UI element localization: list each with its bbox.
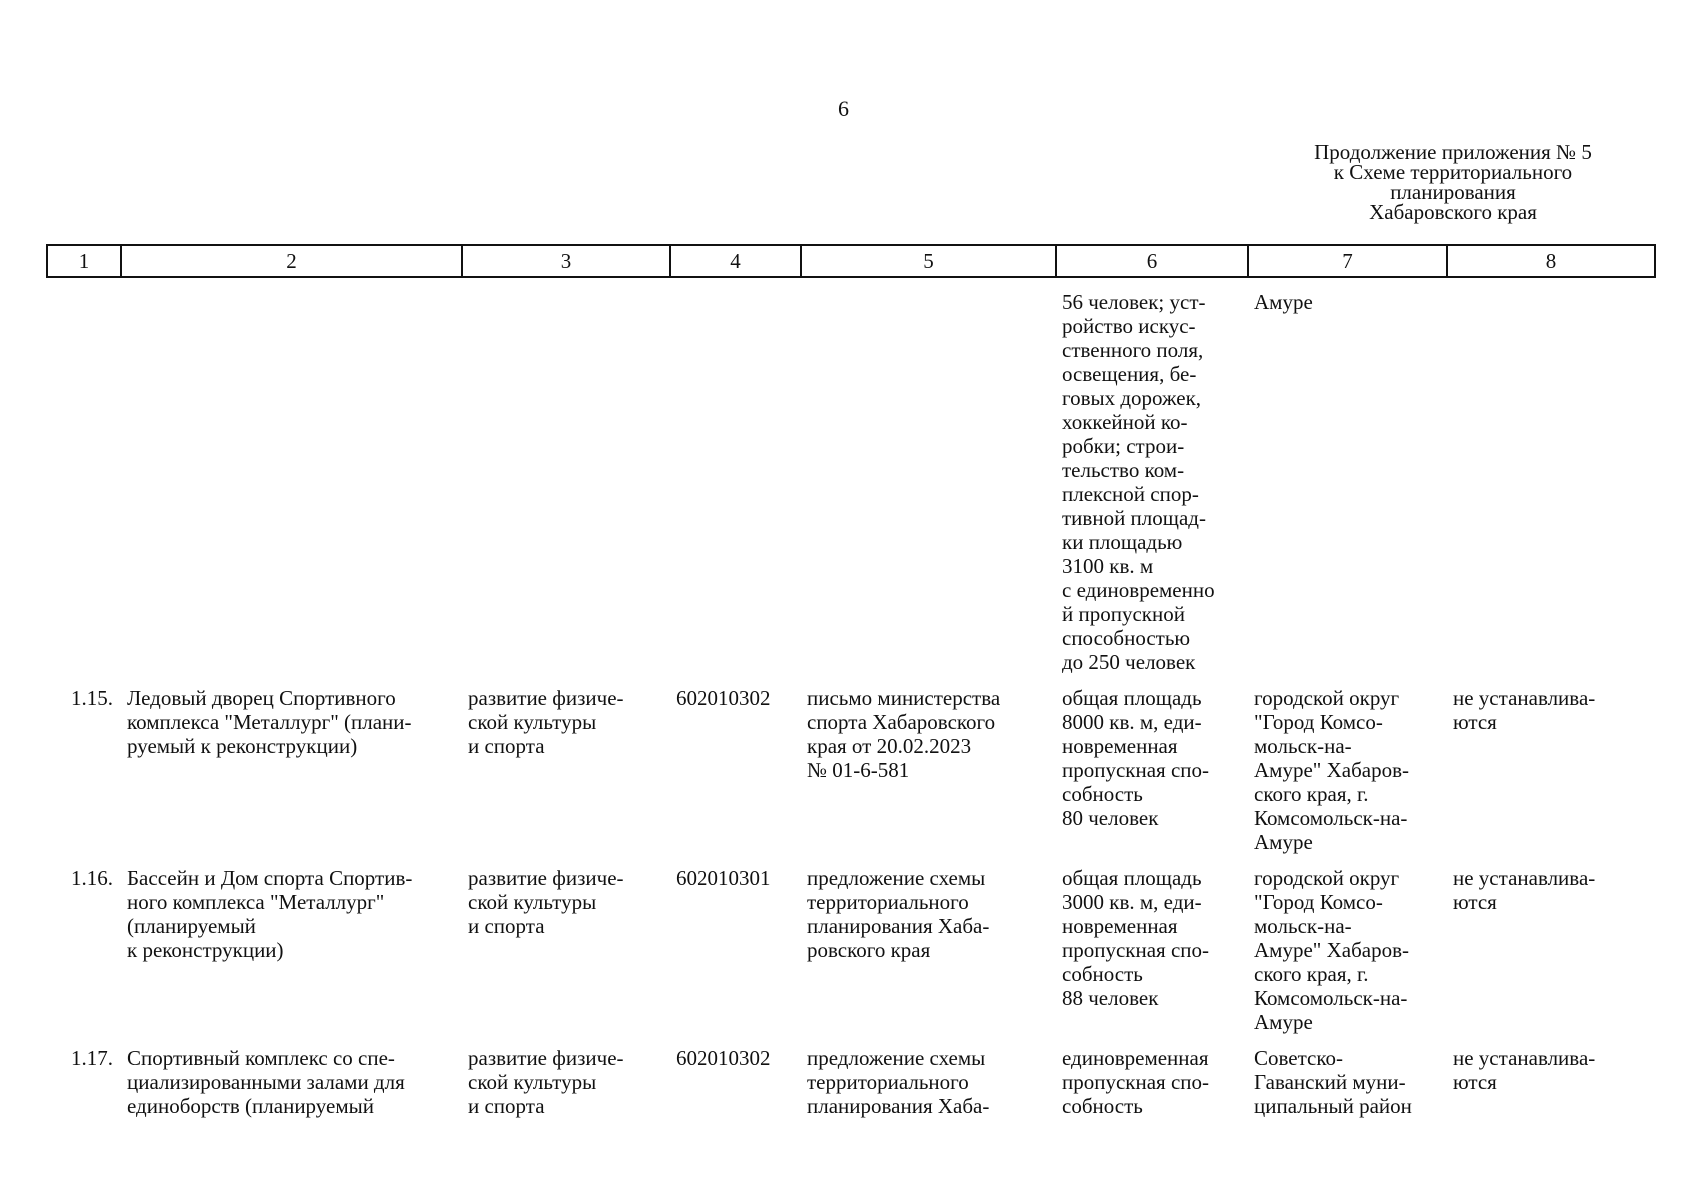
table-row-continuation [47, 290, 1655, 674]
cell-location: городской округ "Город Комсо- мольск-на- Амуре" Хабаров- ского края, г. Комсомольск-на- Амуре [1254, 866, 1409, 1034]
cell-location: Амуре [1254, 290, 1313, 314]
cell-characteristics: общая площадь 8000 кв. м, еди- новременная пропускная спо- собность 80 человек [1062, 686, 1210, 830]
appendix-line-2: к Схеме территориального [1333, 160, 1573, 184]
cell-location: городской округ "Город Комсо- мольск-на- Амуре" Хабаров- ского края, г. Комсомольск-на- Амуре [1254, 686, 1409, 854]
table-row [47, 686, 1655, 854]
header-col-6: 6 [1056, 245, 1248, 277]
header-col-5: 5 [801, 245, 1056, 277]
header-col-4: 4 [670, 245, 801, 277]
cell-purpose [462, 290, 670, 674]
page-number: 6 [838, 96, 849, 121]
table-row [47, 1046, 1655, 1118]
cell-purpose: развитие физиче- ской культуры и спорта [468, 1046, 624, 1118]
cell-object-name [121, 290, 462, 674]
appendix-line-3: планирования [1390, 180, 1516, 204]
cell-code: 602010302 [676, 1046, 771, 1070]
appendix-line-1: Продолжение приложения № 5 [1314, 140, 1592, 164]
appendix-heading [1258, 142, 1648, 222]
cell-location: Советско- Гаванский муни- ципальный район [1254, 1046, 1412, 1118]
cell-number: 1.16. [71, 866, 113, 890]
header-col-2: 2 [121, 245, 462, 277]
cell-characteristics: 56 человек; уст- ройство искус- ственного поля, освещения, бе- говых дорожек, хоккейной ко- робки; строи- тельство ком- плексной спор- тивной площад- ки площадью 3100 кв. м с единовременно й пропускной способностью до 250 человек [1062, 290, 1215, 674]
cell-object-name: Спортивный комплекс со спе- циализированными залами для единоборств (планируемый [127, 1046, 405, 1118]
cell-purpose: развитие физиче- ской культуры и спорта [468, 686, 624, 758]
header-col-1: 1 [47, 245, 121, 277]
objects-table [46, 244, 1656, 1118]
cell-zone: не устанавлива- ются [1453, 1046, 1596, 1094]
cell-number [47, 290, 121, 674]
cell-purpose: развитие физиче- ской культуры и спорта [468, 866, 624, 938]
cell-characteristics: общая площадь 3000 кв. м, еди- новременная пропускная спо- собность 88 человек [1062, 866, 1210, 1010]
cell-object-name: Бассейн и Дом спорта Спортив- ного комплекса "Металлург" (планируемый к реконструкции) [127, 866, 413, 962]
cell-object-name: Ледовый дворец Спортивного комплекса "Металлург" (плани- руемый к реконструкции) [127, 686, 412, 758]
cell-number: 1.15. [71, 686, 113, 710]
header-col-8: 8 [1447, 245, 1655, 277]
header-col-7: 7 [1248, 245, 1447, 277]
cell-zone [1447, 290, 1655, 674]
cell-basis: предложение схемы территориального планирования Хаба- ровского края [807, 866, 990, 962]
cell-zone: не устанавлива- ются [1453, 686, 1596, 734]
cell-number: 1.17. [71, 1046, 113, 1070]
header-col-3: 3 [462, 245, 670, 277]
table-row [47, 866, 1655, 1034]
cell-zone: не устанавлива- ются [1453, 866, 1596, 914]
cell-basis [801, 290, 1056, 674]
appendix-line-4: Хабаровского края [1369, 200, 1537, 224]
cell-basis: предложение схемы территориального планирования Хаба- [807, 1046, 990, 1118]
cell-code: 602010301 [676, 866, 771, 890]
cell-basis: письмо министерства спорта Хабаровского края от 20.02.2023 № 01-6-581 [807, 686, 1001, 782]
cell-code: 602010302 [676, 686, 771, 710]
cell-characteristics: единовременная пропускная спо- собность [1062, 1046, 1210, 1118]
cell-code [670, 290, 801, 674]
header-row [47, 245, 1655, 277]
